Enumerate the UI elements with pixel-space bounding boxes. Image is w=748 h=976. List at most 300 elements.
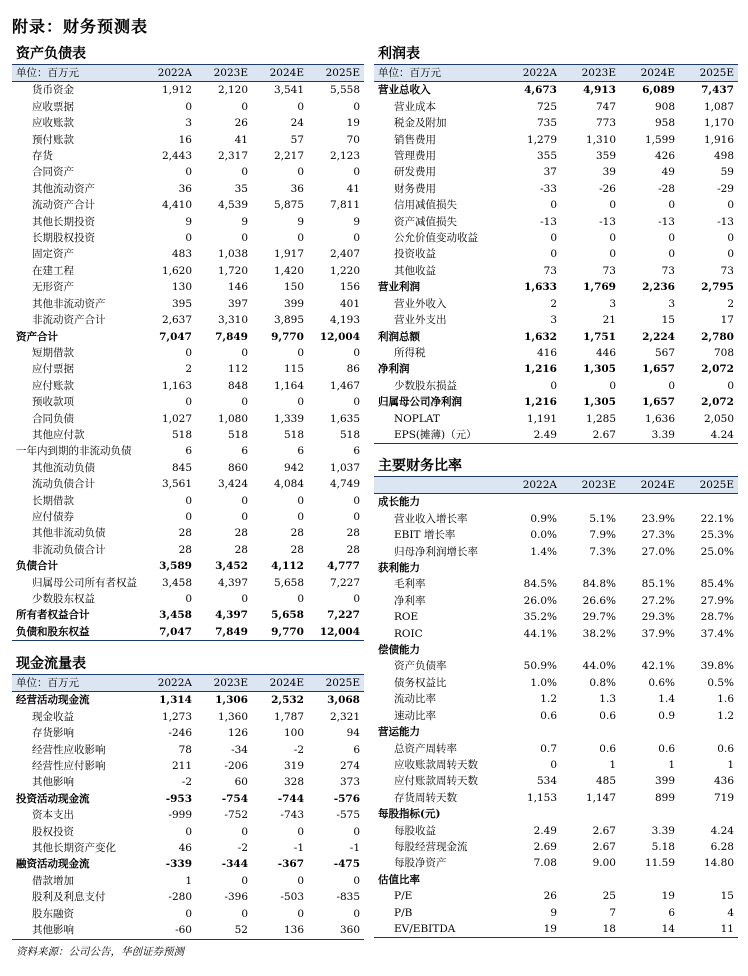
cell-value: 11.59 xyxy=(644,857,675,870)
cell-value: 17 xyxy=(720,314,734,327)
cell-value: -34 xyxy=(231,743,248,756)
cell-value xyxy=(620,642,679,658)
table-row xyxy=(374,691,738,707)
unit-label: 单位：百万元 xyxy=(12,65,140,82)
cell-value: 25.0% xyxy=(700,545,734,558)
row-label: 所有者权益合计 xyxy=(16,609,90,622)
cell-value: 0 xyxy=(297,494,304,507)
year-header: 2025E xyxy=(679,477,738,494)
table-row xyxy=(12,824,364,840)
cell-value: 416 xyxy=(536,346,557,359)
cell-value: 4.24 xyxy=(679,427,738,444)
row-label: 其他流动资产 xyxy=(32,182,95,195)
cell-value: 26 xyxy=(543,890,557,903)
cell-value: 6 xyxy=(668,906,675,919)
table-row xyxy=(374,773,738,789)
cell-value: 1,163 xyxy=(161,379,192,392)
row-label: ROE xyxy=(394,611,419,624)
cell-value: 37.4% xyxy=(700,627,734,640)
cell-value: 130 xyxy=(171,281,192,294)
cell-value: 1.2 xyxy=(540,693,557,706)
row-label: 应付账款周转天数 xyxy=(394,775,478,788)
cell-value: 94 xyxy=(346,727,360,740)
table-row xyxy=(12,394,364,410)
table-row xyxy=(12,361,364,377)
cell-value: 1,787 xyxy=(273,710,304,723)
cell-value: 0 xyxy=(297,874,304,887)
cell-value: 436 xyxy=(713,775,734,788)
table-row xyxy=(374,626,738,642)
cell-value: 29.7% xyxy=(582,611,616,624)
row-label: 营业利润 xyxy=(378,281,420,294)
cell-value: 0 xyxy=(609,248,616,261)
cell-value: 60 xyxy=(234,776,248,789)
cell-value: -367 xyxy=(277,858,304,871)
row-label: 借款增加 xyxy=(32,874,74,887)
row-label: 预付账款 xyxy=(32,133,74,146)
row-label: P/E xyxy=(394,890,413,903)
cell-value xyxy=(561,494,620,511)
table-row xyxy=(12,230,364,246)
table-row xyxy=(374,593,738,609)
cell-value: 534 xyxy=(536,775,557,788)
cell-value: 1,191 xyxy=(526,412,557,425)
cell-value: 0 xyxy=(550,199,557,212)
row-label: 存货 xyxy=(32,150,53,163)
row-label: 融资活动现金流 xyxy=(16,858,90,871)
cell-value: 0 xyxy=(353,100,360,113)
table-row xyxy=(12,709,364,725)
table-row xyxy=(12,889,364,905)
row-label: 总资产周转率 xyxy=(394,742,457,755)
cell-value: -503 xyxy=(280,891,304,904)
table-row xyxy=(12,725,364,741)
cell-value: 78 xyxy=(178,743,192,756)
cell-value: 7,437 xyxy=(701,84,734,97)
table-row xyxy=(12,692,364,709)
cell-value: 25.3% xyxy=(700,529,734,542)
table-row xyxy=(374,312,738,328)
cell-value: 0 xyxy=(241,100,248,113)
cell-value xyxy=(561,560,620,576)
cell-value: 0.0% xyxy=(530,529,557,542)
cell-value: 373 xyxy=(339,776,360,789)
table-row xyxy=(12,607,364,623)
cell-value: 2,407 xyxy=(329,248,360,261)
row-label: 现金收益 xyxy=(32,710,74,723)
table-row xyxy=(374,279,738,295)
ratios-title: 主要财务比率 xyxy=(374,456,738,477)
year-header: 2025E xyxy=(679,65,738,82)
table-row xyxy=(12,99,364,115)
cell-value: 73 xyxy=(602,264,616,277)
year-header: 2022A xyxy=(502,65,561,82)
row-label: 管理费用 xyxy=(394,150,436,163)
table-row xyxy=(374,806,738,822)
row-label: 应收账款 xyxy=(32,117,74,130)
cell-value: 5,658 xyxy=(271,609,304,622)
cell-value: 399 xyxy=(654,775,675,788)
cell-value: 28 xyxy=(346,543,360,556)
cell-value: 2.67 xyxy=(592,840,616,853)
cell-value: 1,164 xyxy=(273,379,304,392)
cell-value: 0 xyxy=(297,166,304,179)
cell-value: 1,310 xyxy=(585,133,616,146)
cell-value xyxy=(561,872,620,888)
cell-value: 1,632 xyxy=(524,330,557,343)
cell-value: -13 xyxy=(717,215,734,228)
cell-value: 0 xyxy=(185,907,192,920)
cell-value: 319 xyxy=(283,760,304,773)
cell-value: 6 xyxy=(353,445,360,458)
table-row xyxy=(374,411,738,427)
table-row xyxy=(12,758,364,774)
cell-value xyxy=(620,806,679,822)
cell-value: 399 xyxy=(283,297,304,310)
cell-value: 2,236 xyxy=(642,281,675,294)
table-row xyxy=(12,742,364,758)
cell-value: 28 xyxy=(178,527,192,540)
cell-value xyxy=(502,806,561,822)
cell-value: 0 xyxy=(353,874,360,887)
cell-value: 6 xyxy=(241,445,248,458)
cell-value: 942 xyxy=(283,461,304,474)
row-label: 其他影响 xyxy=(12,922,140,939)
cell-value: 3,541 xyxy=(273,84,304,97)
cell-value: 1.3 xyxy=(599,693,616,706)
cell-value: 2,224 xyxy=(642,330,675,343)
cell-value: 1,037 xyxy=(329,461,360,474)
cell-value: -752 xyxy=(224,809,248,822)
cell-value: 59 xyxy=(720,166,734,179)
cell-value: 2,532 xyxy=(271,694,304,707)
cell-value xyxy=(620,560,679,576)
year-header: 2023E xyxy=(196,65,252,82)
cell-value: 0 xyxy=(353,166,360,179)
cell-value: 6 xyxy=(297,445,304,458)
table-row xyxy=(374,494,738,511)
cell-value: 0 xyxy=(297,100,304,113)
cashflow-title: 现金流量表 xyxy=(12,654,364,675)
table-row xyxy=(374,790,738,806)
row-label: 负债合计 xyxy=(16,560,58,573)
cell-value: 0 xyxy=(727,248,734,261)
table-row xyxy=(374,560,738,576)
table-row xyxy=(12,856,364,872)
cell-value: 2,120 xyxy=(217,84,248,97)
cell-value: 0 xyxy=(241,510,248,523)
row-label: 财务费用 xyxy=(394,182,436,195)
row-label: 其他流动负债 xyxy=(32,461,95,474)
row-label: 股利及利息支付 xyxy=(32,891,106,904)
table-row xyxy=(374,181,738,197)
table-row xyxy=(374,378,738,394)
cell-value: 485 xyxy=(595,775,616,788)
row-label: 投资活动现金流 xyxy=(16,792,90,805)
table-row xyxy=(12,509,364,525)
cell-value: 9 xyxy=(241,215,248,228)
unit-label: 单位：百万元 xyxy=(374,65,502,82)
table-row xyxy=(374,609,738,625)
cell-value: 19 xyxy=(502,921,561,938)
cell-value: 27.0% xyxy=(641,545,675,558)
row-label: 资产合计 xyxy=(16,330,58,343)
cell-value: 0 xyxy=(185,510,192,523)
cell-value: 2.69 xyxy=(533,840,557,853)
cell-value: 0 xyxy=(241,494,248,507)
year-header: 2024E xyxy=(252,675,308,692)
cell-value: 1,633 xyxy=(524,281,557,294)
cell-value xyxy=(561,724,620,740)
cell-value: 5.18 xyxy=(651,840,675,853)
cell-value: -206 xyxy=(224,760,248,773)
cell-value: 3,458 xyxy=(161,576,192,589)
cell-value: 7,849 xyxy=(215,330,248,343)
cell-value xyxy=(620,872,679,888)
cell-value: 4,084 xyxy=(273,478,304,491)
row-label: 每股经营现金流 xyxy=(394,840,468,853)
row-label: 流动资产合计 xyxy=(32,199,95,212)
cell-value: -999 xyxy=(168,809,192,822)
balance-sheet-panel xyxy=(12,44,364,641)
cell-value: 3 xyxy=(185,117,192,130)
cell-value: 1,360 xyxy=(217,710,248,723)
table-row xyxy=(12,427,364,443)
cell-value: 0 xyxy=(297,825,304,838)
cell-value: -339 xyxy=(165,858,192,871)
row-label: 货币资金 xyxy=(32,84,74,97)
cell-value: -743 xyxy=(280,809,304,822)
row-label: 应付债券 xyxy=(32,510,74,523)
cell-value: 36 xyxy=(178,182,192,195)
table-row xyxy=(374,741,738,757)
cell-value: -396 xyxy=(224,891,248,904)
cell-value: 2,780 xyxy=(701,330,734,343)
row-label: 资本支出 xyxy=(32,809,74,822)
cell-value: 860 xyxy=(227,461,248,474)
row-label: 股东融资 xyxy=(32,907,74,920)
table-row xyxy=(374,544,738,560)
cell-value: 4,112 xyxy=(271,560,304,573)
cell-value: 4,410 xyxy=(161,199,192,212)
cell-value: 28 xyxy=(290,527,304,540)
cell-value: -575 xyxy=(336,809,360,822)
cell-value: 7.9% xyxy=(589,529,616,542)
cell-value: 0 xyxy=(550,232,557,245)
cell-value: 719 xyxy=(713,791,734,804)
cell-value: 9,770 xyxy=(271,330,304,343)
cell-value: 395 xyxy=(171,297,192,310)
cell-value: 747 xyxy=(595,100,616,113)
cell-value: 24 xyxy=(290,117,304,130)
cell-value: 7,047 xyxy=(140,624,196,641)
row-label: 其他长期资产变化 xyxy=(32,842,116,855)
cell-value: 0 xyxy=(353,510,360,523)
cell-value: 112 xyxy=(227,363,248,376)
cell-value: 0 xyxy=(241,593,248,605)
cell-value: 150 xyxy=(283,281,304,294)
year-header: 2023E xyxy=(561,65,620,82)
cell-value: 1.4 xyxy=(658,693,675,706)
cell-value: 1,216 xyxy=(524,396,557,409)
cell-value: 397 xyxy=(227,297,248,310)
table-row xyxy=(374,839,738,855)
cell-value: 5,658 xyxy=(273,576,304,589)
cell-value: 1,147 xyxy=(585,791,616,804)
row-label: 经营性应收影响 xyxy=(32,743,106,756)
cell-value: 0.6 xyxy=(717,742,734,755)
table-row xyxy=(12,312,364,328)
cell-value: 0 xyxy=(185,593,192,605)
cell-value: 2.49 xyxy=(502,427,561,444)
cell-value: 1.2 xyxy=(717,709,734,722)
cell-value: 4,777 xyxy=(327,560,360,573)
unit-label: 单位：百万元 xyxy=(12,675,140,692)
row-label: 营业成本 xyxy=(394,100,436,113)
cashflow-table xyxy=(12,675,364,940)
cell-value: 84.8% xyxy=(582,578,616,591)
cell-value: 23.9% xyxy=(641,512,675,525)
cell-value: 0 xyxy=(297,593,304,605)
cell-value: 908 xyxy=(654,100,675,113)
cell-value: 518 xyxy=(171,428,192,441)
cell-value: 0 xyxy=(241,232,248,245)
cell-value: -26 xyxy=(599,182,616,195)
cell-value: -1 xyxy=(293,842,304,855)
table-row xyxy=(374,905,738,921)
year-header: 2022A xyxy=(140,65,196,82)
cell-value: 35 xyxy=(234,182,248,195)
row-label: 其他长期投资 xyxy=(32,215,95,228)
cell-value: 0 xyxy=(241,346,248,359)
row-label: 固定资产 xyxy=(32,248,74,261)
cell-value: 28 xyxy=(234,527,248,540)
year-header: 2024E xyxy=(620,65,679,82)
table-row xyxy=(12,197,364,213)
cell-value: -13 xyxy=(599,215,616,228)
table-row xyxy=(374,642,738,658)
table-row xyxy=(374,361,738,377)
cell-value: 26 xyxy=(234,117,248,130)
row-label: 流动比率 xyxy=(394,693,436,706)
cell-value: 52 xyxy=(196,922,252,939)
cell-value: 1 xyxy=(727,758,734,771)
cell-value: 35.2% xyxy=(523,611,557,624)
table-row xyxy=(374,214,738,230)
cell-value: 0 xyxy=(727,379,734,392)
cell-value: -28 xyxy=(658,182,675,195)
table-row xyxy=(374,576,738,592)
cell-value: 0 xyxy=(353,825,360,838)
cell-value: 84.5% xyxy=(523,578,557,591)
cell-value: 2,795 xyxy=(701,281,734,294)
cell-value: 27.3% xyxy=(641,529,675,542)
cell-value: 1.0% xyxy=(530,676,557,689)
cell-value: 39.8% xyxy=(700,660,734,673)
cell-value: 4,193 xyxy=(329,314,360,327)
row-label: 营运能力 xyxy=(378,726,420,739)
table-row xyxy=(12,558,364,574)
cell-value: 483 xyxy=(171,248,192,261)
cell-value xyxy=(679,806,738,822)
row-label: 非流动负债合计 xyxy=(32,543,106,556)
cell-value: 0 xyxy=(185,100,192,113)
row-label: 其他应付款 xyxy=(32,428,85,441)
cell-value: 3,589 xyxy=(159,560,192,573)
cell-value: -576 xyxy=(333,792,360,805)
cell-value: 25 xyxy=(602,890,616,903)
row-label: P/B xyxy=(394,906,413,919)
row-label: 获利能力 xyxy=(378,562,420,575)
row-label: 估值比率 xyxy=(378,873,420,886)
cell-value: 37 xyxy=(543,166,557,179)
cell-value: 6.28 xyxy=(710,840,734,853)
table-row xyxy=(374,329,738,345)
table-row xyxy=(374,888,738,904)
cell-value: 0 xyxy=(668,248,675,261)
cell-value: -29 xyxy=(717,182,734,195)
cell-value: 0 xyxy=(727,199,734,212)
row-label: 长期股权投资 xyxy=(32,232,95,245)
row-label: 短期借款 xyxy=(32,346,74,359)
cell-value: 2 xyxy=(185,363,192,376)
row-label: 非流动资产合计 xyxy=(32,314,106,327)
cell-value: 3.39 xyxy=(620,427,679,444)
table-row xyxy=(374,921,738,938)
cell-value xyxy=(620,724,679,740)
row-label: 速动比率 xyxy=(394,709,436,722)
cell-value: 115 xyxy=(283,363,304,376)
cell-value: 1,636 xyxy=(644,412,675,425)
table-row xyxy=(374,230,738,246)
cell-value: 9 xyxy=(353,215,360,228)
row-label: 经营性应付影响 xyxy=(32,760,106,773)
cell-value: 12,004 xyxy=(319,330,360,343)
cell-value: 2.67 xyxy=(561,427,620,444)
cell-value xyxy=(561,806,620,822)
table-row xyxy=(374,345,738,361)
cell-value: 0 xyxy=(185,396,192,409)
year-header: 2023E xyxy=(196,675,252,692)
cell-value: 86 xyxy=(346,363,360,376)
row-label: 每股收益 xyxy=(394,824,436,837)
cell-value: 15 xyxy=(661,314,675,327)
cell-value: 0.5% xyxy=(707,676,734,689)
table-row xyxy=(12,906,364,922)
cell-value: 7.3% xyxy=(589,545,616,558)
cell-value: 28 xyxy=(178,543,192,556)
cell-value: 0.6 xyxy=(658,742,675,755)
cell-value: 1,720 xyxy=(217,264,248,277)
table-row xyxy=(12,181,364,197)
cell-value: 0.6% xyxy=(648,676,675,689)
cell-value: 1,657 xyxy=(642,396,675,409)
table-row xyxy=(374,115,738,131)
balance-sheet-table xyxy=(12,65,364,641)
cell-value: 27.9% xyxy=(700,594,734,607)
cell-value: 2.49 xyxy=(533,824,557,837)
year-header: 2025E xyxy=(308,675,364,692)
cell-value xyxy=(679,724,738,740)
row-label: 营业总收入 xyxy=(378,84,431,97)
footnote: 资料来源：公司公告，华创证券预测 xyxy=(16,946,184,958)
cell-value: 4 xyxy=(727,906,734,919)
ratios-panel xyxy=(374,456,738,938)
cell-value: 3,458 xyxy=(159,609,192,622)
income-statement-title: 利润表 xyxy=(374,44,738,65)
cell-value: 15 xyxy=(720,890,734,903)
cell-value: 85.1% xyxy=(641,578,675,591)
